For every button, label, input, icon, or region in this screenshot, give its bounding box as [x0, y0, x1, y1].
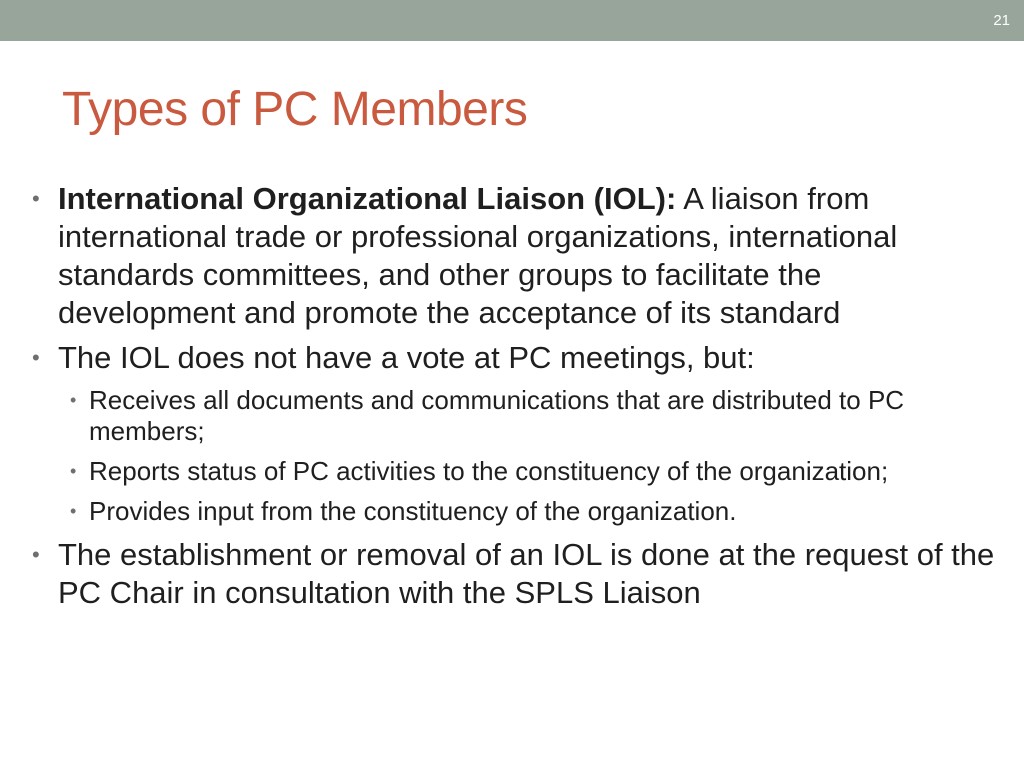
- sub-bullet-item: [58, 456, 1000, 487]
- bullet-dot-icon: •: [32, 186, 40, 211]
- sub-bullet-item: [58, 385, 1000, 447]
- sub-bullet-list: [58, 385, 1000, 527]
- bullet-text: The establishment or removal of an IOL is done at the request of the PC Chair in consultation with the SPLS Liaison: [58, 537, 995, 610]
- sub-bullet-text: Receives all documents and communications that are distributed to PC members;: [89, 385, 905, 446]
- sub-bullet-dot-icon: •: [70, 501, 77, 521]
- slide-title: Types of PC Members: [62, 83, 528, 136]
- sub-bullet-text: Reports status of PC activities to the constituency of the organization;: [89, 456, 889, 486]
- bullet-dot-icon: •: [32, 542, 40, 567]
- bullet-list: [30, 180, 1000, 612]
- sub-bullet-item: [58, 496, 1000, 527]
- slide-content: [30, 180, 1000, 619]
- bullet-item: [30, 536, 1000, 612]
- slide-number: 21: [993, 12, 1010, 29]
- bullet-text: A liaison from international trade or professional organizations, international standards committees, and other groups to facilitate the development and promote the acceptance of its standard: [58, 181, 898, 330]
- bullet-item: [30, 339, 1000, 527]
- sub-bullet-dot-icon: •: [70, 461, 77, 481]
- bullet-dot-icon: •: [32, 345, 40, 370]
- bullet-term: International Organizational Liaison (IOL):: [58, 181, 677, 216]
- top-bar: [0, 0, 1024, 41]
- sub-bullet-text: Provides input from the constituency of the organization.: [89, 496, 737, 526]
- bullet-text: The IOL does not have a vote at PC meetings, but:: [58, 340, 755, 375]
- bullet-item: [30, 180, 1000, 332]
- sub-bullet-dot-icon: •: [70, 390, 77, 410]
